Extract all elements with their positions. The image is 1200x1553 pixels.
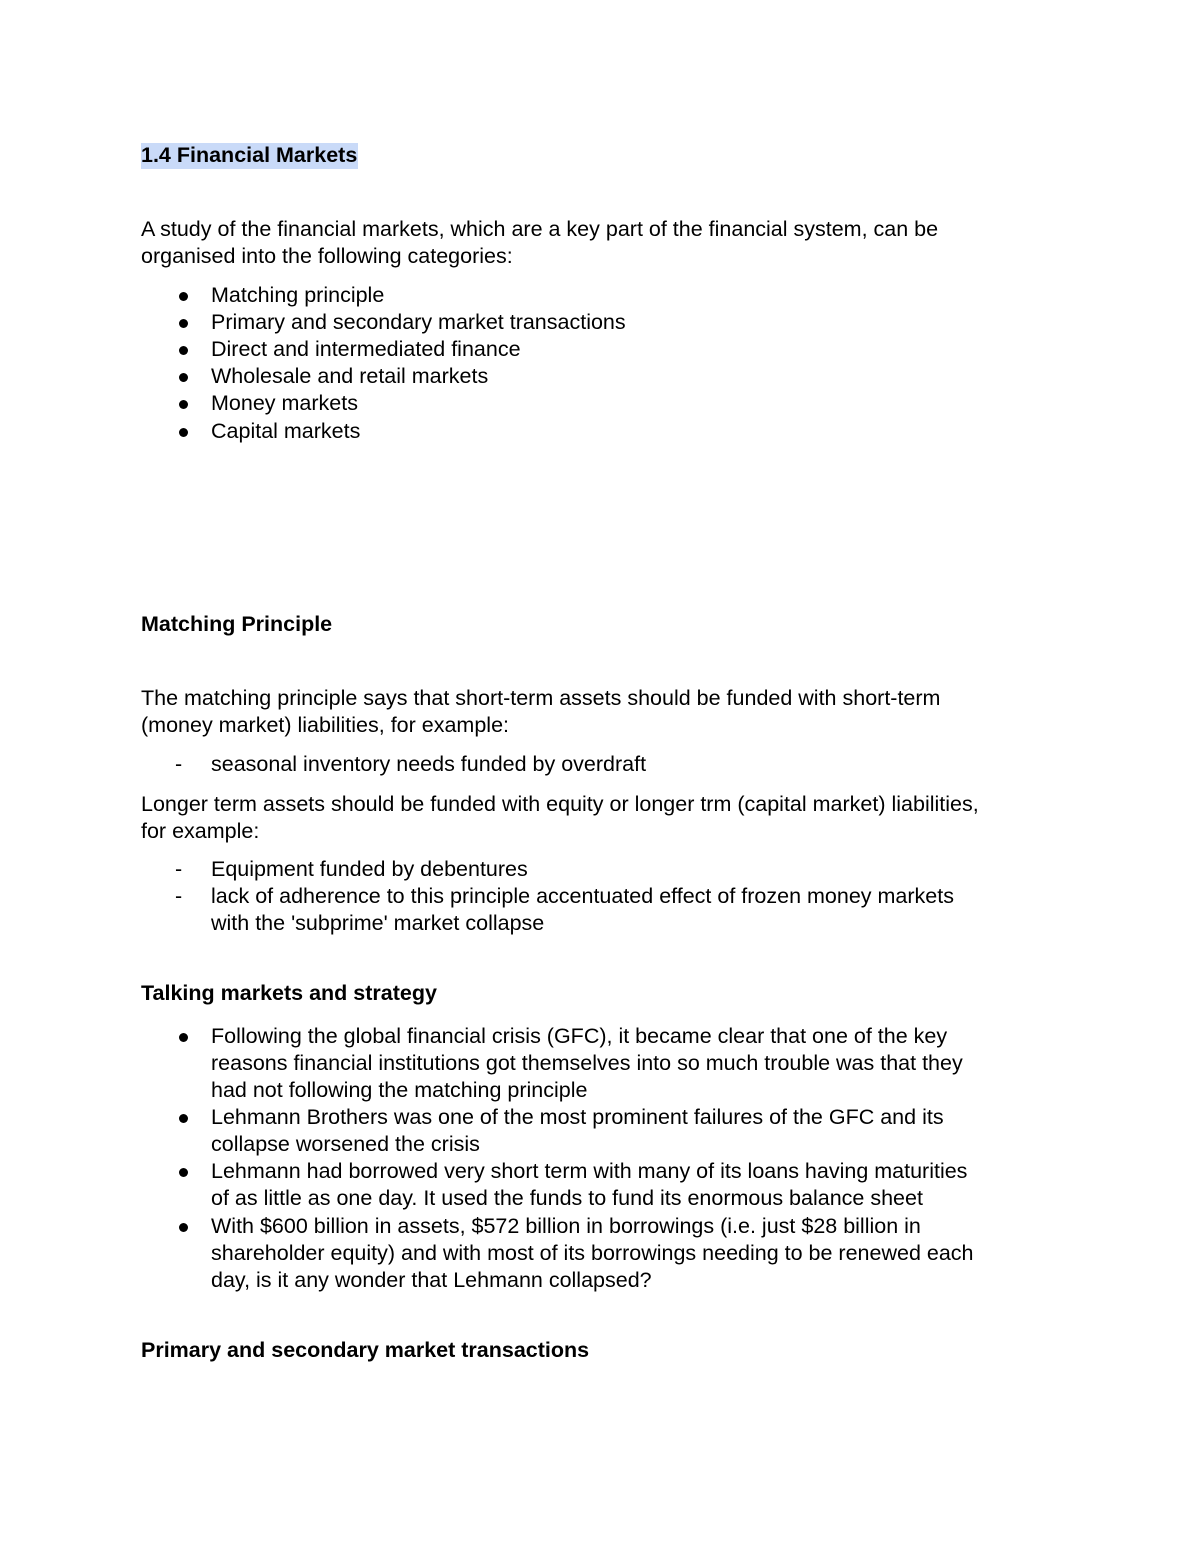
bullet-icon xyxy=(179,1114,188,1123)
section-title xyxy=(141,142,358,169)
dash-marker: - xyxy=(175,884,183,908)
talking-bullet-3-line1: Lehmann had borrowed very short term with many of its loans having maturities xyxy=(211,1159,968,1183)
talking-bullet-4-line1: With $600 billion in assets, $572 billion in borrowings (i.e. just $28 billion in xyxy=(211,1214,921,1238)
list-item: Matching principle xyxy=(211,283,385,307)
intro-line-1: A study of the financial markets, which are a key part of the financial system, can be xyxy=(141,217,939,241)
matching-para1-line2: (money market) liabilities, for example: xyxy=(141,713,510,737)
talking-bullet-1-line1: Following the global financial crisis (GFC), it became clear that one of the key xyxy=(211,1024,948,1048)
bullet-icon xyxy=(179,373,188,382)
bullet-icon xyxy=(179,428,188,437)
section-title-text: 1.4 Financial Markets xyxy=(141,143,358,167)
matching-para1-line1: The matching principle says that short-term assets should be funded with short-term xyxy=(141,686,941,710)
talking-heading: Talking markets and strategy xyxy=(141,981,437,1005)
talking-bullet-1-line3: had not following the matching principle xyxy=(211,1078,588,1102)
bullet-icon xyxy=(179,400,188,409)
bullet-icon xyxy=(179,1223,188,1232)
primary-secondary-heading: Primary and secondary market transactions xyxy=(141,1338,590,1362)
list-item: Capital markets xyxy=(211,419,361,443)
talking-bullet-4-line3: day, is it any wonder that Lehmann collapsed? xyxy=(211,1268,652,1292)
bullet-icon xyxy=(179,1033,188,1042)
list-item: Money markets xyxy=(211,391,358,415)
long-term-example-1: Equipment funded by debentures xyxy=(211,857,528,881)
long-term-example-2-line2: with the 'subprime' market collapse xyxy=(211,911,545,935)
talking-bullet-1-line2: reasons financial institutions got themselves into so much trouble was that they xyxy=(211,1051,963,1075)
matching-para2-line2: for example: xyxy=(141,819,260,843)
matching-para2-line1: Longer term assets should be funded with equity or longer trm (capital market) liabilities, xyxy=(141,792,979,816)
list-item: Primary and secondary market transactions xyxy=(211,310,626,334)
talking-bullet-2-line2: collapse worsened the crisis xyxy=(211,1132,480,1156)
dash-marker: - xyxy=(175,752,183,776)
talking-bullet-2-line1: Lehmann Brothers was one of the most prominent failures of the GFC and its xyxy=(211,1105,944,1129)
dash-marker: - xyxy=(175,857,183,881)
talking-bullet-3-line2: of as little as one day. It used the funds to fund its enormous balance sheet xyxy=(211,1186,923,1210)
matching-heading: Matching Principle xyxy=(141,612,333,636)
bullet-icon xyxy=(179,292,188,301)
bullet-icon xyxy=(179,1168,188,1177)
intro-line-2: organised into the following categories: xyxy=(141,244,513,268)
long-term-example-2-line1: lack of adherence to this principle accentuated effect of frozen money markets xyxy=(211,884,954,908)
talking-bullet-4-line2: shareholder equity) and with most of its borrowings needing to be renewed each xyxy=(211,1241,974,1265)
bullet-icon xyxy=(179,346,188,355)
short-term-example: seasonal inventory needs funded by overdraft xyxy=(211,752,647,776)
bullet-icon xyxy=(179,319,188,328)
list-item: Direct and intermediated finance xyxy=(211,337,521,361)
list-item: Wholesale and retail markets xyxy=(211,364,489,388)
